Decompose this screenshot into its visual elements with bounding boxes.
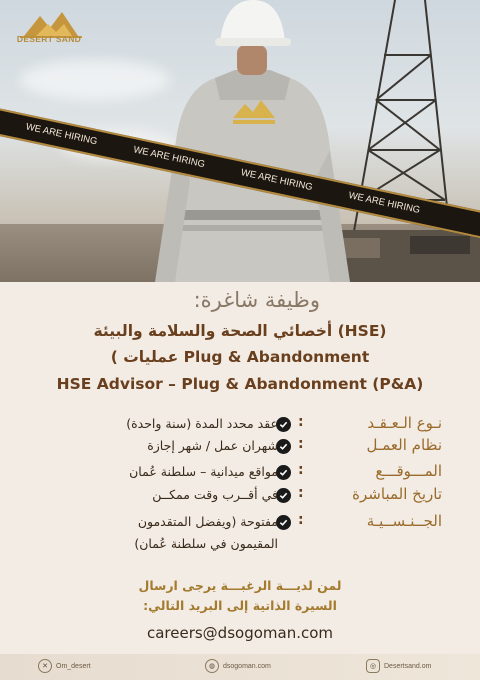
row-label: نـوع الـعـقـد: [367, 414, 442, 432]
careers-email-link[interactable]: careers@dsogoman.com: [146, 624, 334, 642]
tape-label: WE ARE HIRING: [239, 167, 314, 194]
detail-contract-type: [0, 414, 480, 436]
apply-instructions-2: السيرة الذاتية إلى البريد التالي:: [143, 598, 337, 613]
separator: :: [298, 462, 304, 478]
detail-work-schedule: [0, 436, 480, 458]
x-handle: Om_desert: [56, 662, 91, 670]
row-value: في أقــرب وقت ممكــن: [152, 487, 278, 502]
row-value: شهران عمل / شهر إجازة: [147, 438, 278, 453]
check-icon: [276, 488, 291, 503]
job-title-ar-2: ( عمليات Plug & Abandonment: [110, 348, 370, 366]
x-icon: ✕: [38, 659, 52, 673]
detail-location: [0, 462, 480, 484]
check-icon: [276, 439, 291, 454]
row-value-continued: المقيمون في سلطنة عُمان): [134, 536, 278, 551]
row-label: الجــنـســيـة: [366, 512, 442, 530]
row-value: مفتوحة (ويفضل المتقدمون: [137, 514, 278, 529]
hero-banner: [0, 0, 480, 282]
tape-label: WE ARE HIRING: [347, 190, 422, 216]
instagram-handle: Desertsand.om: [384, 662, 432, 670]
row-value: عقد محدد المدة (سنة واحدة): [126, 416, 278, 431]
footer: [0, 654, 480, 680]
separator: :: [298, 414, 304, 430]
row-value: مواقع ميدانية – سلطنة عُمان: [129, 464, 278, 479]
separator: :: [298, 485, 304, 501]
footer-x[interactable]: [38, 659, 91, 673]
detail-start-date: [0, 485, 480, 507]
footer-website[interactable]: [205, 659, 271, 673]
apply-instructions-1: لمن لديـــة الرغبـــة يرجى ارسال: [138, 578, 342, 593]
row-label: المـــوقـــع: [375, 462, 442, 480]
check-icon: [276, 417, 291, 432]
check-icon: [276, 465, 291, 480]
check-icon: [276, 515, 291, 530]
job-details: [0, 282, 480, 654]
instagram-icon: ◎: [366, 659, 380, 673]
job-title-ar: أخصائي الصحة والسلامة والبيئة (HSE): [93, 322, 387, 340]
detail-nationality: [0, 512, 480, 556]
separator: :: [298, 436, 304, 452]
website-text: dsogoman.com: [223, 662, 271, 670]
tape-label: WE ARE HIRING: [132, 144, 206, 171]
row-label: نظام العمـل: [366, 436, 442, 454]
row-label: تاريخ المباشرة: [352, 485, 442, 503]
tape-label: WE ARE HIRING: [24, 121, 99, 148]
globe-icon: ◍: [205, 659, 219, 673]
page-heading: وظيفة شاغرة:: [193, 288, 320, 312]
footer-instagram[interactable]: [366, 659, 431, 673]
worker-illustration: [135, 0, 365, 282]
logo-text: DESERT SAND: [16, 34, 82, 44]
separator: :: [298, 512, 304, 528]
job-title-en: HSE Advisor – Plug & Abandonment (P&A): [56, 375, 424, 393]
